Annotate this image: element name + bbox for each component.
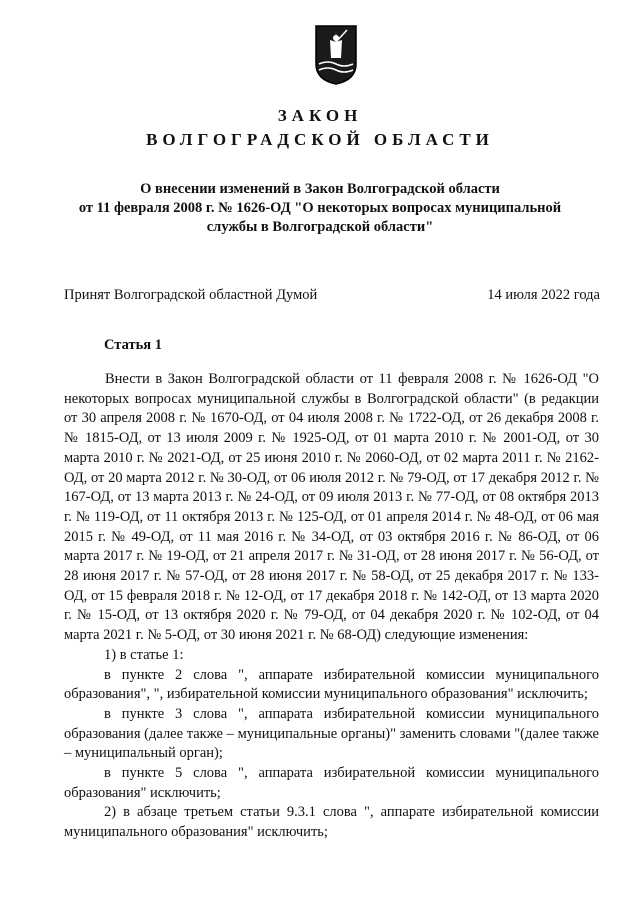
- subject-line-1: О внесении изменений в Закон Волгоградской области: [140, 181, 500, 197]
- amendment-point-1: 1) в статье 1:: [104, 646, 184, 663]
- amendment-point-2: 2) в абзаце третьем статьи 9.3.1 слова ", аппарате избирательной комиссии муниципального образования" исключить;: [64, 804, 599, 841]
- region-title: ВОЛГОГРАДСКОЙ ОБЛАСТИ: [146, 130, 494, 149]
- article-intro-paragraph: Внести в Закон Волгоградской области от 11 февраля 2008 г. № 1626-ОД "О некоторых вопросах муниципальной службы в Волгоградской области" (в редакции от 30 апреля 2008 г. № 1670-ОД, от 04 июля 2008 г. № 1722-ОД, от 26 декабря 2008 г. № 1815-ОД, от 13 июля 2009 г. № 1925-ОД, от 01 марта 2010 г. № 2001-ОД, от 30 марта 2010 г. № 2021-ОД, от 25 июня 2010 г. № 2060-ОД, от 02 марта 2011 г. № 2162-ОД, от 20 марта 2012 г. № 30-ОД, от 06 июля 2012 г. № 79-ОД, от 17 декабря 2012 г. № 167-ОД, от 13 марта 2013 г. № 24-ОД, от 09 июля 2013 г. № 77-ОД, от 08 октября 2013 г. № 119-ОД, от 11 октября 2013 г. № 125-ОД, от 01 апреля 2014 г. № 48-ОД, от 06 мая 2015 г. № 49-ОД, от 11 мая 2016 г. № 34-ОД, от 03 октября 2016 г. № 86-ОД, от 06 марта 2017 г. № 19-ОД, от 21 апреля 2017 г. № 31-ОД, от 28 июня 2017 г. № 56-ОД, от 28 июня 2017 г. № 57-ОД, от 28 июня 2017 г. № 58-ОД, от 25 декабря 2017 г. № 133-ОД, от 15 февраля 2018 г. № 12-ОД, от 17 декабря 2018 г. № 142-ОД, от 13 марта 2020 г. № 15-ОД, от 13 октября 2020 г. № 79-ОД, от 04 декабря 2020 г. № 102-ОД, от 04 марта 2021 г. № 5-ОД, от 30 июня 2021 г. № 68-ОД) следующие изменения:: [64, 371, 599, 644]
- volgograd-coat-of-arms-icon: [314, 24, 358, 86]
- amendment-point-1-clause-2: в пункте 2 слова ", аппарате избирательной комиссии муниципального образования", ", избирательной комиссии муниципального образования" исключить;: [64, 666, 599, 703]
- article-body: [64, 370, 599, 843]
- amendment-point-1-clause-3: в пункте 3 слова ", аппарата избирательной комиссии муниципального образования (далее также – муниципальные органы)" заменить словами "(далее также – муниципальный орган);: [64, 705, 599, 762]
- adopted-by-text: Принят Волгоградской областной Думой: [64, 287, 318, 303]
- law-subject-heading: [40, 180, 600, 237]
- article-title: Статья 1: [104, 337, 162, 353]
- document-type-title: ЗАКОН: [277, 106, 363, 125]
- subject-line-3: службы в Волгоградской области": [206, 219, 434, 235]
- subject-line-2: от 11 февраля 2008 г. № 1626-ОД "О некоторых вопросах муниципальной: [78, 200, 562, 216]
- amendment-point-1-clause-5: в пункте 5 слова ", аппарата избирательной комиссии муниципального образования" исключить;: [64, 765, 599, 801]
- adoption-date: 14 июля 2022 года: [487, 287, 600, 303]
